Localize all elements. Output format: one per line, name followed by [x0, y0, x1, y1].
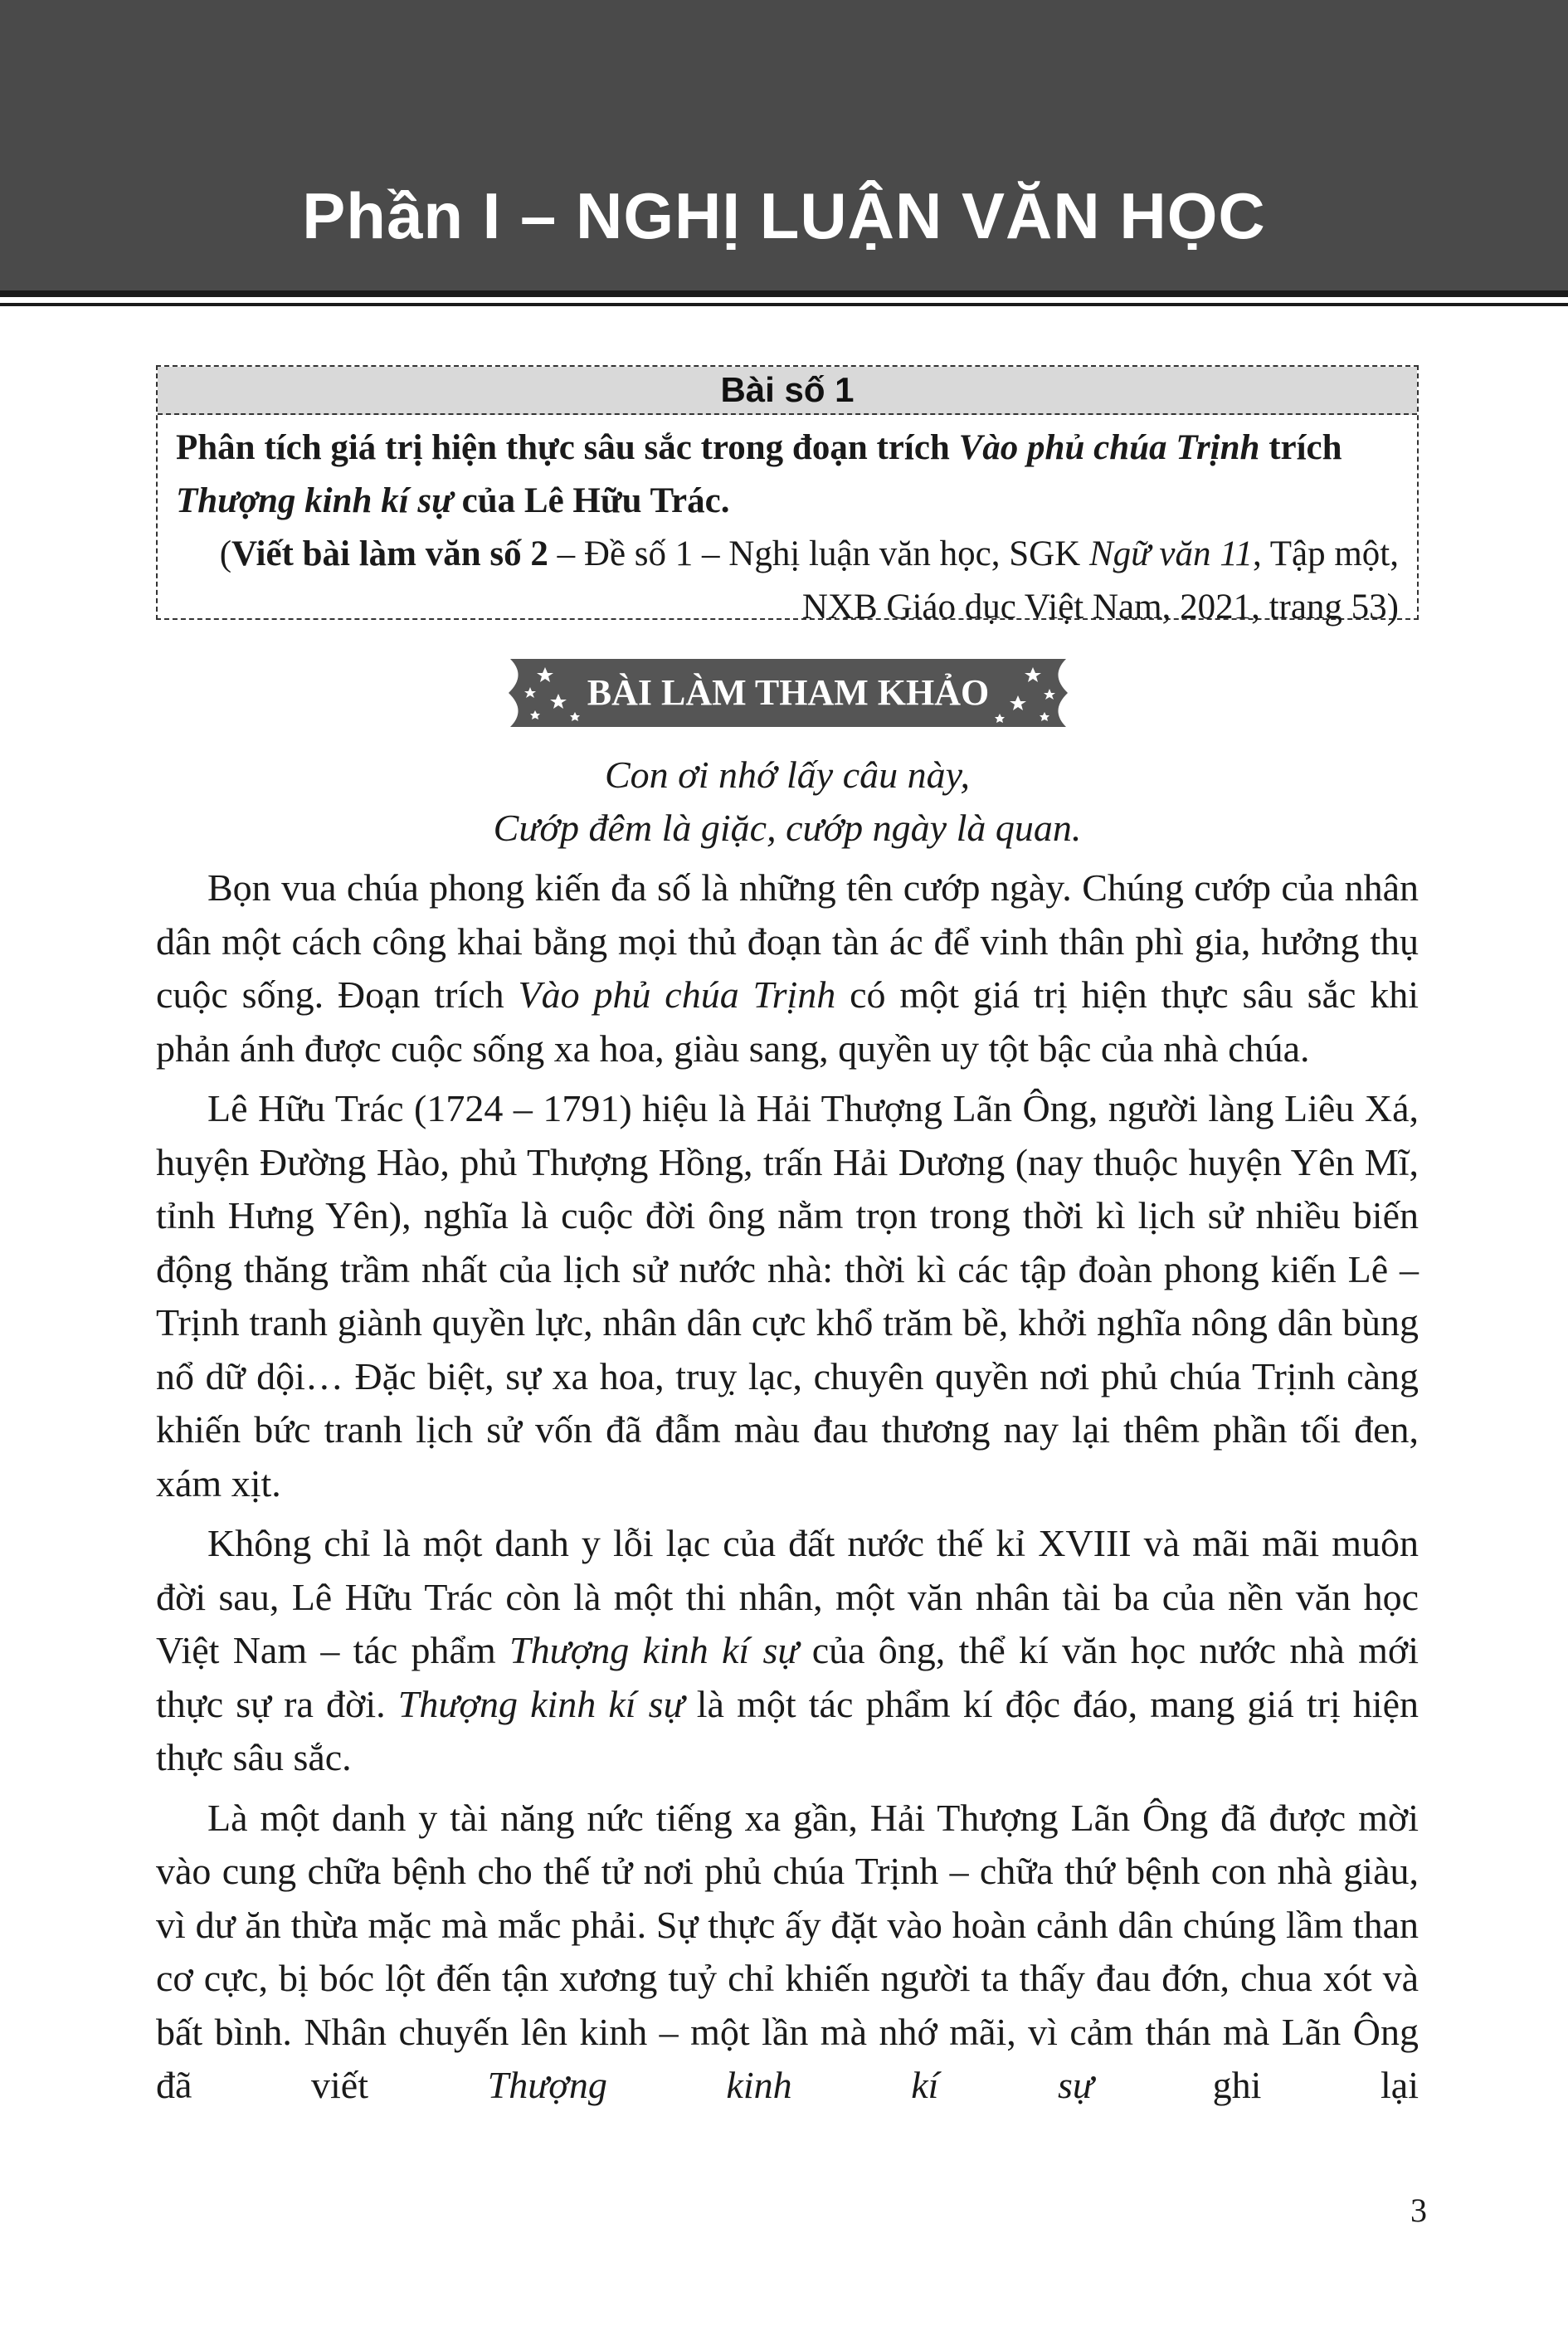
source-paren: (	[219, 534, 232, 573]
work-title: Vào phủ chúa Trịnh	[518, 973, 836, 1016]
source-text: – Đề số 1 – Nghị luận văn học, SGK	[548, 534, 1089, 573]
epigraph-poem	[156, 749, 1419, 855]
paragraph-text: ghi lại	[1093, 2064, 1419, 2106]
source-assignment: Viết bài làm văn số 2	[231, 534, 548, 573]
essay-body	[156, 861, 1419, 2119]
paragraph-text: có một giá trị hiện thực sâu sắc khi phản ánh được cuộc sống xa hoa, giàu sang, quyền uy tột bậc của nhà chúa.	[156, 973, 1419, 1070]
reference-ribbon	[477, 647, 1099, 739]
paragraph-3	[156, 1517, 1419, 1785]
problem-box	[156, 365, 1419, 627]
poem-line-1: Con ơi nhớ lấy câu này,	[604, 754, 971, 796]
header-divider-thick	[0, 290, 1568, 297]
paragraph-4	[156, 1792, 1419, 2113]
work-title: Thượng kinh kí sự	[509, 1629, 799, 1671]
poem-line-2: Cướp đêm là giặc, cướp ngày là quan.	[493, 807, 1082, 849]
paragraph-text: là một tác phẩm kí độc đáo, mang giá trị hiện thực sâu sắc.	[156, 1682, 1419, 1778]
problem-prompt	[158, 415, 1417, 528]
chapter-title: Phần I – NGHỊ LUẬN VĂN HỌC	[302, 179, 1266, 252]
problem-source	[158, 528, 1417, 634]
problem-heading: Bài số 1	[158, 367, 1417, 415]
paragraph-text: Là một danh y tài năng nức tiếng xa gần, Hải Thượng Lãn Ông đã được mời vào cung chữa bệnh cho thế tử nơi phủ chúa Trịnh – chữa thứ bệnh con nhà giàu, vì dư ăn thừa mặc mà mắc phải. Sự thực ấy đặt vào hoàn cảnh dân chúng lầm than cơ cực, bị bóc lột đến tận xương tuỷ chỉ khiến người ta thấy đau đớn, chua xót và bất bình. Nhân chuyến lên kinh – một lần mà nhớ mãi, vì cảm thán mà Lãn Ông đã viết	[156, 1796, 1419, 2106]
prompt-work-title: Vào phủ chúa Trịnh	[958, 428, 1260, 467]
header-divider-thin	[0, 303, 1568, 306]
page-number: 3	[1410, 2192, 1427, 2229]
paragraph-text: của ông, thể kí văn học nước nhà mới thực sự ra đời.	[156, 1629, 1419, 1725]
prompt-text: Phân tích giá trị hiện thực sâu sắc trong đoạn trích	[176, 428, 959, 467]
ribbon-label: BÀI LÀM THAM KHẢO	[587, 672, 990, 713]
paragraph-1	[156, 861, 1419, 1075]
prompt-text: trích	[1259, 428, 1342, 467]
work-title: Thượng kinh kí sự	[487, 2064, 1094, 2106]
source-text: , Tập một, NXB Giáo dục Việt Nam, 2021, trang 53)	[801, 534, 1399, 627]
source-textbook-title: Ngữ văn 11	[1089, 534, 1254, 573]
paragraph-text: Bọn vua chúa phong kiến đa số là những tên cướp ngày. Chúng cướp của nhân dân một cách công khai bằng mọi thủ đoạn tàn ác để vinh thân phì gia, hưởng thụ cuộc sống. Đoạn trích	[156, 866, 1419, 1016]
work-title: Thượng kinh kí sự	[397, 1682, 684, 1725]
paragraph-text: Không chỉ là một danh y lỗi lạc của đất nước thế kỉ XVIII và mãi mãi muôn đời sau, Lê Hữu Trác còn là một thi nhân, một văn nhân tài ba của nền văn học Việt Nam – tác phẩm	[156, 1522, 1419, 1671]
paragraph-2: Lê Hữu Trác (1724 – 1791) hiệu là Hải Thượng Lãn Ông, người làng Liêu Xá, huyện Đường Hào, phủ Thượng Hồng, trấn Hải Dương (nay thuộc huyện Yên Mĩ, tỉnh Hưng Yên), nghĩa là cuộc đời ông nằm trọn trong thời kì lịch sử nhiều biến động thăng trầm nhất của lịch sử nước nhà: thời kì các tập đoàn phong kiến Lê – Trịnh tranh giành quyền lực, nhân dân cực khổ trăm bề, khởi nghĩa nông dân bùng nổ dữ dội… Đặc biệt, sự xa hoa, truỵ lạc, chuyên quyền nơi phủ chúa Trịnh càng khiến bức tranh lịch sử vốn đã đẫm màu đau thương nay lại thêm phần tối đen, xám xịt.	[156, 1087, 1419, 1505]
prompt-book-title: Thượng kinh kí sự	[176, 481, 453, 520]
prompt-text: của Lê Hữu Trác.	[452, 481, 730, 520]
